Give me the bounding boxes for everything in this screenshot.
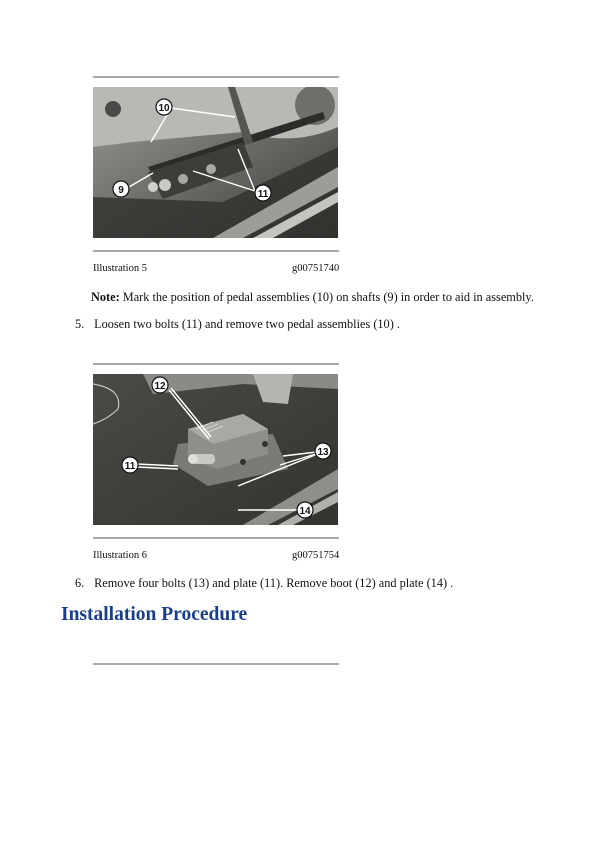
note-paragraph (91, 290, 534, 305)
step-text: Loosen two bolts (11) and remove two pedal assemblies (10) . (94, 317, 400, 331)
illustration-5-image (93, 87, 338, 238)
figure-top-rule (93, 363, 339, 365)
callout-14 (297, 502, 313, 518)
illustration-label: Illustration 6 (93, 550, 147, 561)
callout-9 (113, 181, 129, 197)
svg-text:12: 12 (154, 381, 166, 392)
callout-11 (255, 185, 271, 201)
step-number: 5. (75, 317, 85, 331)
illustration-6-photo (93, 374, 338, 525)
illustration-6-image (93, 374, 338, 525)
svg-text:14: 14 (299, 506, 311, 517)
callout-13 (315, 443, 331, 459)
graphic-id: g00751740 (292, 263, 340, 274)
callout-10 (156, 99, 172, 115)
callout-12 (152, 377, 168, 393)
svg-text:9: 9 (118, 185, 124, 196)
figure-top-rule (93, 663, 339, 665)
graphic-id: g00751754 (292, 550, 340, 561)
step-number: 6. (75, 576, 85, 590)
figure-bottom-rule (93, 250, 339, 252)
step-text: Remove four bolts (13) and plate (11). Remove boot (12) and plate (14) . (94, 576, 454, 590)
illustration-label: Illustration 5 (93, 263, 147, 274)
figure-bottom-rule (93, 537, 339, 539)
callout-11 (122, 457, 138, 473)
svg-text:11: 11 (257, 189, 269, 200)
step-6 (75, 576, 453, 591)
svg-text:13: 13 (317, 447, 329, 458)
figure-top-rule (93, 76, 339, 78)
note-prefix: Note: (91, 290, 120, 304)
section-heading: Installation Procedure (61, 604, 248, 625)
step-5 (75, 317, 400, 332)
svg-text:11: 11 (124, 461, 136, 472)
svg-text:10: 10 (158, 103, 170, 114)
illustration-5-photo (93, 87, 338, 238)
note-text: Mark the position of pedal assemblies (10) on shafts (9) in order to aid in assembly. (119, 290, 534, 304)
